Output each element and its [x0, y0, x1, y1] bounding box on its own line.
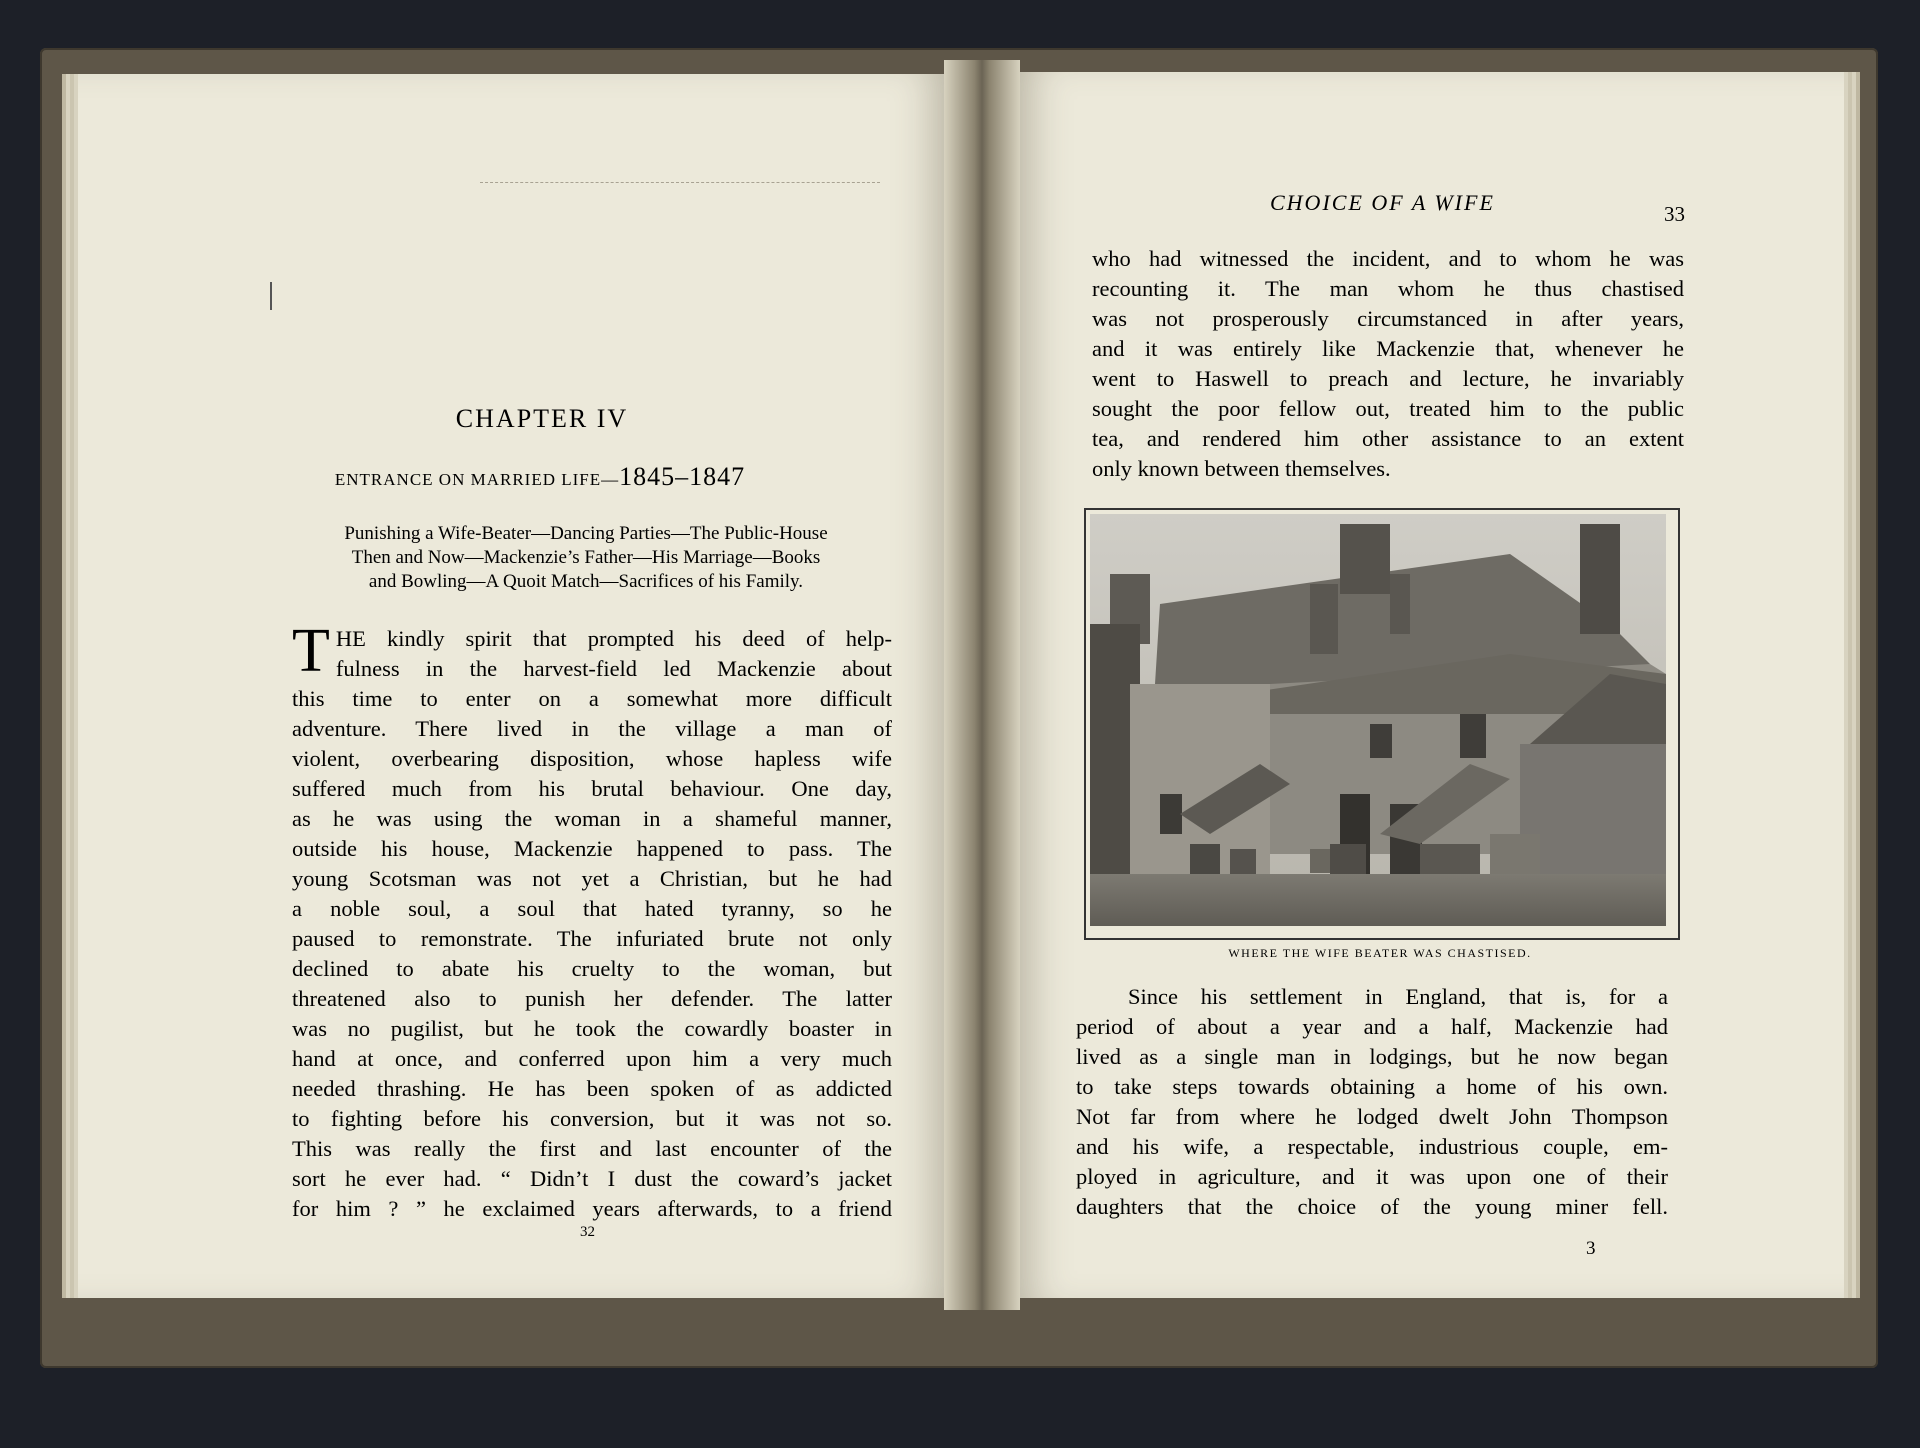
text-line: this time to enter on a somewhat more difficult [292, 686, 892, 711]
drop-cap: T [292, 617, 330, 685]
cottage-photograph [1084, 508, 1680, 940]
subtitle-years: 1845–1847 [619, 462, 746, 491]
text-line: who had witnessed the incident, and to whom he was [1092, 246, 1684, 271]
text-line: threatened also to punish her defender. The latter [292, 986, 892, 1011]
text-line: Since his settlement in England, that is, for a [1128, 984, 1668, 1009]
synopsis-line: Punishing a Wife-Beater—Dancing Parties—The Public-House [344, 523, 828, 544]
text-line: to fighting before his conversion, but it was not so. [292, 1106, 892, 1131]
text-line: suffered much from his brutal behaviour. One day, [292, 776, 892, 801]
text-line: adventure. There lived in the village a man of [292, 716, 892, 741]
text-line: tea, and rendered him other assistance to an extent [1092, 426, 1684, 451]
text-line: a noble soul, a soul that hated tyranny, so he [292, 896, 892, 921]
chapter-synopsis [286, 522, 886, 594]
header-rule [480, 182, 880, 183]
text-line: for him ? ” he exclaimed years afterwards, to a friend [292, 1196, 892, 1221]
text-line: paused to remonstrate. The infuriated brute not only [292, 926, 892, 951]
text-line: went to Haswell to preach and lecture, he invariably [1092, 366, 1684, 391]
photo-caption: WHERE THE WIFE BEATER WAS CHASTISED. [1228, 946, 1532, 960]
signature-mark: 3 [1586, 1238, 1596, 1259]
text-line: was not prosperously circumstanced in after years, [1092, 306, 1684, 331]
text-line: fulness in the harvest-field led Mackenzie about [335, 656, 892, 681]
text-line: outside his house, Mackenzie happened to pass. The [292, 836, 892, 861]
text-line: only known between themselves. [1092, 456, 1391, 481]
right-body-text-bottom [1076, 982, 1668, 1222]
text-line: ployed in agriculture, and it was upon one of their [1076, 1164, 1668, 1189]
text-line: sought the poor fellow out, treated him to the public [1092, 396, 1684, 421]
text-line: violent, overbearing disposition, whose hapless wife [292, 746, 892, 771]
text-line: and his wife, a respectable, industrious couple, em- [1076, 1134, 1668, 1159]
text-line: declined to abate his cruelty to the woman, but [292, 956, 892, 981]
book-gutter [944, 60, 1020, 1310]
text-line: young Scotsman was not yet a Christian, but he had [292, 866, 892, 891]
synopsis-line: and Bowling—A Quoit Match—Sacrifices of his Family. [368, 571, 804, 592]
text-line: to take steps towards obtaining a home of his own. [1076, 1074, 1668, 1099]
page-number-right: 33 [1664, 202, 1685, 226]
left-body-text [292, 617, 892, 1224]
chapter-title: CHAPTER IV [455, 404, 629, 433]
text-line: sort he ever had. “ Didn’t I dust the coward’s jacket [292, 1166, 892, 1191]
text-line: and it was entirely like Mackenzie that, whenever he [1092, 336, 1684, 361]
text-line: Not far from where he lodged dwelt John Thompson [1076, 1104, 1668, 1129]
text-line: hand at once, and conferred upon him a very much [292, 1046, 892, 1071]
text-line: needed thrashing. He has been spoken of as addicted [292, 1076, 892, 1101]
text-line: period of about a year and a half, Mackenzie had [1076, 1014, 1668, 1039]
text-line: lived as a single man in lodgings, but he now began [1076, 1044, 1668, 1069]
subtitle-text: ENTRANCE ON MARRIED LIFE— [334, 470, 620, 489]
chapter-subtitle [250, 462, 830, 492]
text-line: was no pugilist, but he took the cowardly boaster in [292, 1016, 892, 1041]
pencil-mark [270, 282, 272, 310]
text-line: recounting it. The man whom he thus chastised [1092, 276, 1684, 301]
running-head: CHOICE OF A WIFE [1270, 190, 1495, 215]
text-line: as he was using the woman in a shameful manner, [292, 806, 892, 831]
text-line: HE kindly spirit that prompted his deed of help- [335, 626, 892, 651]
synopsis-line: Then and Now—Mackenzie’s Father—His Marriage—Books [351, 547, 821, 568]
cottage-photo-image [1090, 514, 1666, 926]
right-body-text-top [1092, 244, 1684, 484]
text-line: daughters that the choice of the young miner fell. [1076, 1194, 1668, 1219]
text-line: This was really the first and last encounter of the [292, 1136, 892, 1161]
page-number-left: 32 [580, 1224, 595, 1240]
